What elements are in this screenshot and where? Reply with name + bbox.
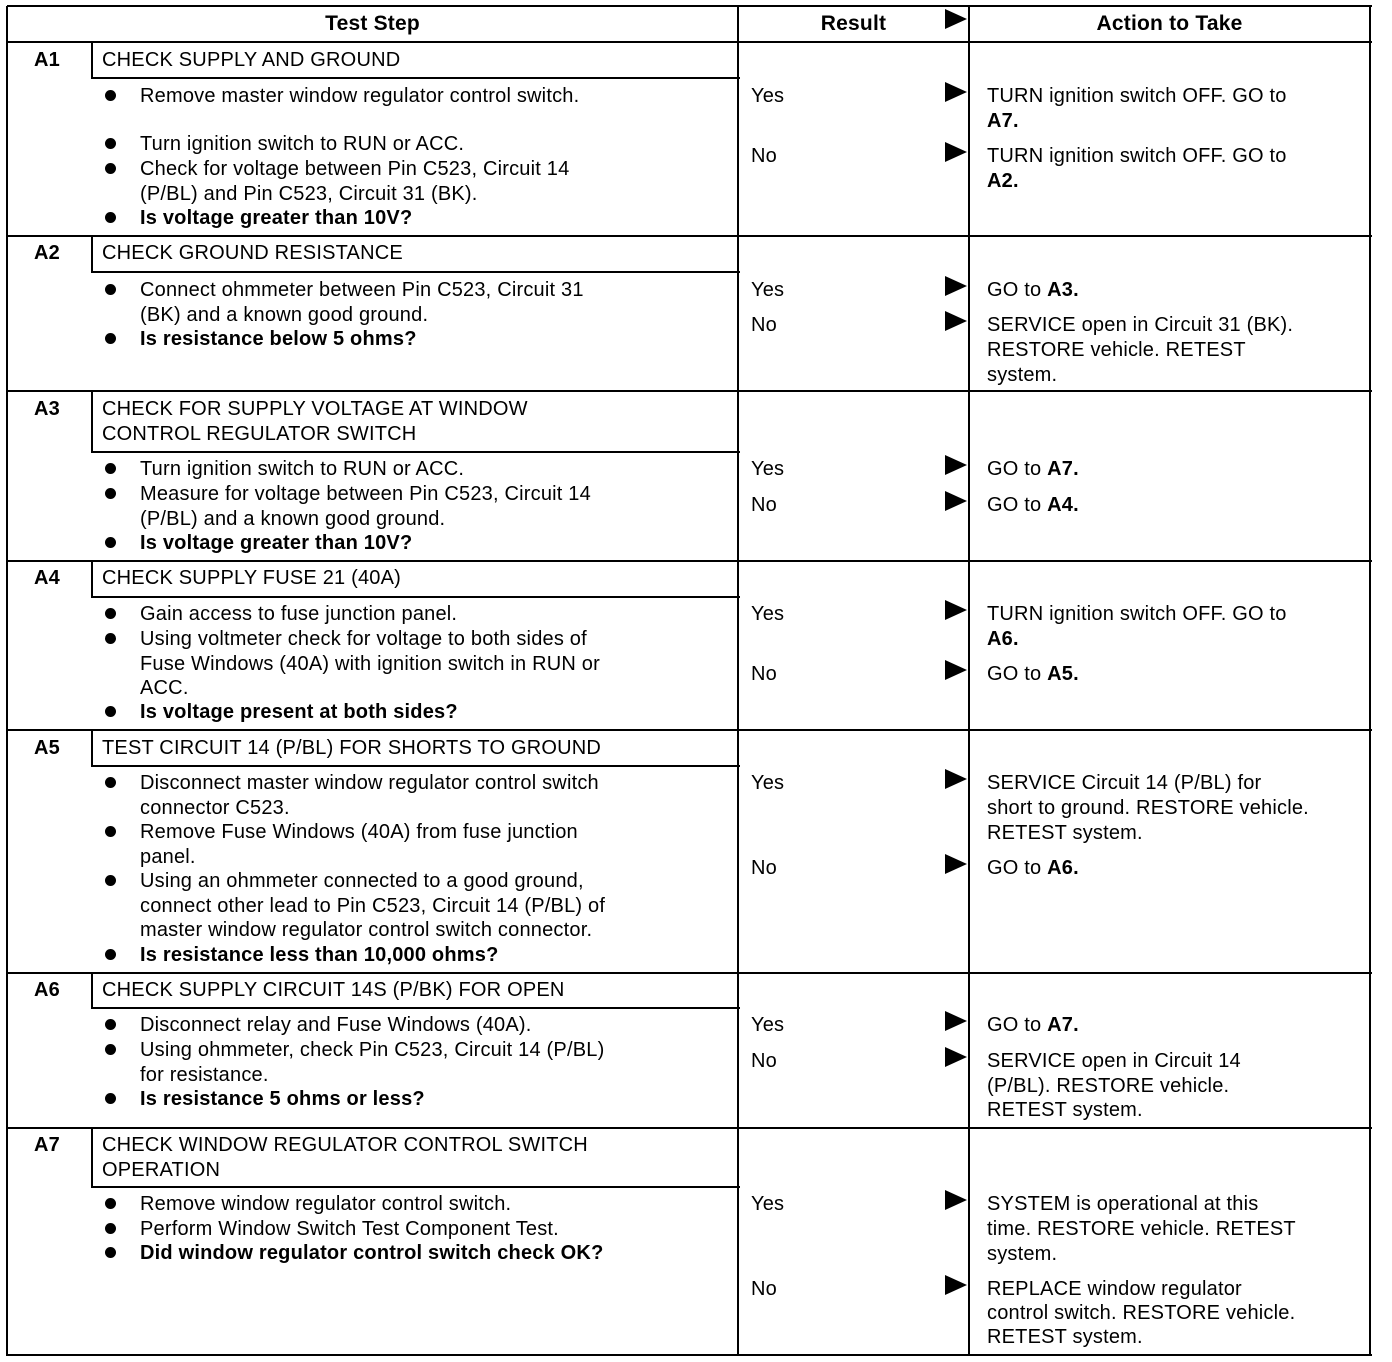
bullet-icon: [105, 1019, 116, 1030]
step-id: A2: [34, 242, 60, 264]
action-text: control switch. RESTORE vehicle.: [987, 1302, 1296, 1324]
step-instruction: Check for voltage between Pin C523, Circuit 14: [140, 158, 570, 180]
result-arrow-icon: [945, 660, 967, 680]
step-title: CHECK SUPPLY AND GROUND: [102, 49, 401, 71]
bullet-icon: [105, 463, 116, 474]
step-title-divider: [92, 765, 740, 767]
bullet-icon: [105, 1223, 116, 1234]
action-text: A7.: [987, 110, 1019, 132]
bullet-icon: [105, 875, 116, 886]
step-instruction: Gain access to fuse junction panel.: [140, 603, 458, 625]
bullet-icon: [105, 633, 116, 644]
action-text: system.: [987, 364, 1058, 386]
result-arrow-icon: [945, 769, 967, 789]
bullet-icon: [105, 1198, 116, 1209]
result-arrow-icon: [945, 1190, 967, 1210]
action-text: short to ground. RESTORE vehicle.: [987, 797, 1309, 819]
step-instruction: Using voltmeter check for voltage to both sides of: [140, 628, 587, 650]
result-label: Yes: [751, 1014, 785, 1036]
result-arrow-icon: [945, 854, 967, 874]
action-text: GO to A3.: [987, 279, 1079, 301]
action-text: (P/BL). RESTORE vehicle.: [987, 1075, 1230, 1097]
step-id-divider: [91, 973, 93, 1009]
step-id: A1: [34, 49, 60, 71]
result-arrow-icon: [945, 311, 967, 331]
header-test-step: Test Step: [325, 12, 420, 35]
step-title: CONTROL REGULATOR SWITCH: [102, 423, 417, 445]
action-text: GO to A7.: [987, 1014, 1079, 1036]
step-instruction: Fuse Windows (40A) with ignition switch in RUN or: [140, 652, 600, 675]
action-text: REPLACE window regulator: [987, 1278, 1242, 1300]
row-divider: [7, 972, 1372, 974]
result-arrow-icon: [945, 600, 967, 620]
bullet-icon: [105, 163, 116, 174]
step-title-divider: [92, 271, 740, 273]
action-text: RESTORE vehicle. RETEST: [987, 339, 1246, 361]
step-instruction: Is resistance less than 10,000 ohms?: [140, 944, 499, 966]
step-title-divider: [92, 77, 740, 79]
row-divider: [7, 729, 1372, 731]
step-id: A7: [34, 1134, 60, 1156]
result-label: Yes: [751, 603, 785, 625]
bullet-icon: [105, 826, 116, 837]
action-text: SERVICE Circuit 14 (P/BL) for: [987, 772, 1262, 794]
bullet-icon: [105, 1044, 116, 1055]
header-action: Action to Take: [1096, 12, 1243, 35]
result-label: Yes: [751, 458, 785, 480]
step-title: CHECK FOR SUPPLY VOLTAGE AT WINDOW: [102, 398, 528, 420]
action-text: A6.: [987, 628, 1019, 650]
step-instruction: Disconnect relay and Fuse Windows (40A).: [140, 1014, 532, 1036]
step-instruction: Using ohmmeter, check Pin C523, Circuit 14 (P/BL): [140, 1039, 605, 1061]
result-label: No: [751, 1278, 777, 1300]
step-instruction: for resistance.: [140, 1063, 269, 1086]
result-label: Yes: [751, 1193, 785, 1215]
bullet-icon: [105, 706, 116, 717]
table-bottom-border: [7, 1354, 1372, 1356]
step-id-divider: [91, 236, 93, 273]
step-instruction: Measure for voltage between Pin C523, Circuit 14: [140, 483, 591, 505]
step-id: A3: [34, 398, 60, 420]
bullet-icon: [105, 333, 116, 344]
step-id-divider: [91, 391, 93, 453]
step-instruction: master window regulator control switch connector.: [140, 919, 593, 941]
row-divider: [7, 390, 1372, 392]
result-arrow-icon: [945, 82, 967, 102]
table-right-border: [1369, 6, 1371, 1356]
step-title: CHECK GROUND RESISTANCE: [102, 242, 403, 264]
bullet-icon: [105, 212, 116, 223]
result-label: No: [751, 494, 777, 516]
bullet-icon: [105, 777, 116, 788]
result-arrow-icon: [945, 142, 967, 162]
action-text: system.: [987, 1243, 1058, 1265]
action-text: TURN ignition switch OFF. GO to: [987, 85, 1287, 107]
action-text: SERVICE open in Circuit 31 (BK).: [987, 314, 1294, 336]
bullet-icon: [105, 138, 116, 149]
step-instruction: Perform Window Switch Test Component Test.: [140, 1218, 559, 1240]
step-instruction: panel.: [140, 845, 196, 868]
step-instruction: Did window regulator control switch check OK?: [140, 1242, 604, 1264]
step-instruction: Is resistance 5 ohms or less?: [140, 1088, 425, 1110]
action-text: TURN ignition switch OFF. GO to: [987, 603, 1287, 625]
bullet-icon: [105, 1247, 116, 1258]
bullet-icon: [105, 949, 116, 960]
step-id-divider: [91, 561, 93, 598]
action-text: A2.: [987, 170, 1019, 192]
step-instruction: Is voltage greater than 10V?: [140, 532, 413, 554]
result-arrow-icon: [945, 1047, 967, 1067]
bullet-icon: [105, 1093, 116, 1104]
header-result: Result: [820, 12, 887, 35]
action-text: RETEST system.: [987, 822, 1143, 844]
step-id: A5: [34, 737, 60, 759]
table-left-border: [6, 6, 8, 1356]
step-title-divider: [92, 1186, 740, 1188]
step-title: CHECK SUPPLY FUSE 21 (40A): [102, 567, 402, 589]
step-id: A4: [34, 567, 60, 589]
step-title-divider: [92, 596, 740, 598]
step-instruction: Remove window regulator control switch.: [140, 1193, 512, 1215]
action-text: RETEST system.: [987, 1326, 1143, 1348]
action-text: GO to A7.: [987, 458, 1079, 480]
step-title-divider: [92, 1007, 740, 1009]
step-instruction: connect other lead to Pin C523, Circuit 14 (P/BL) of: [140, 894, 606, 917]
result-label: No: [751, 314, 777, 336]
result-label: Yes: [751, 772, 785, 794]
step-instruction: (BK) and a known good ground.: [140, 303, 429, 326]
step-instruction: Remove Fuse Windows (40A) from fuse junction: [140, 821, 578, 843]
step-instruction: Is voltage greater than 10V?: [140, 207, 413, 229]
header-arrow-icon: [945, 9, 967, 29]
result-arrow-icon: [945, 491, 967, 511]
action-text: time. RESTORE vehicle. RETEST: [987, 1218, 1296, 1240]
step-instruction: Is voltage present at both sides?: [140, 701, 458, 723]
table-top-border: [7, 5, 1372, 7]
action-text: RETEST system.: [987, 1099, 1143, 1121]
step-id-divider: [91, 42, 93, 79]
step-title: OPERATION: [102, 1159, 221, 1181]
result-label: No: [751, 857, 777, 879]
result-arrow-icon: [945, 455, 967, 475]
step-instruction: Using an ohmmeter connected to a good ground,: [140, 870, 584, 892]
bullet-icon: [105, 608, 116, 619]
step-id-divider: [91, 730, 93, 767]
action-column-divider: [968, 6, 970, 1356]
row-divider: [7, 1127, 1372, 1129]
header-divider: [7, 41, 1372, 43]
bullet-icon: [105, 90, 116, 101]
step-instruction: Remove master window regulator control switch.: [140, 85, 580, 107]
step-instruction: (P/BL) and a known good ground.: [140, 507, 446, 530]
result-label: No: [751, 145, 777, 167]
action-text: GO to A4.: [987, 494, 1079, 516]
step-instruction: Turn ignition switch to RUN or ACC.: [140, 133, 465, 155]
result-arrow-icon: [945, 1011, 967, 1031]
step-title: CHECK WINDOW REGULATOR CONTROL SWITCH: [102, 1134, 588, 1156]
row-divider: [7, 560, 1372, 562]
result-arrow-icon: [945, 1275, 967, 1295]
step-title: CHECK SUPPLY CIRCUIT 14S (P/BK) FOR OPEN: [102, 979, 565, 1001]
action-text: SERVICE open in Circuit 14: [987, 1050, 1241, 1072]
bullet-icon: [105, 284, 116, 295]
step-instruction: (P/BL) and Pin C523, Circuit 31 (BK).: [140, 182, 478, 205]
step-instruction: Disconnect master window regulator control switch: [140, 772, 599, 794]
step-instruction: Is resistance below 5 ohms?: [140, 328, 417, 350]
result-arrow-icon: [945, 276, 967, 296]
step-instruction: ACC.: [140, 677, 189, 699]
result-label: No: [751, 663, 777, 685]
row-divider: [7, 235, 1372, 237]
result-label: Yes: [751, 85, 785, 107]
step-title: TEST CIRCUIT 14 (P/BL) FOR SHORTS TO GROUND: [102, 737, 602, 759]
step-instruction: Connect ohmmeter between Pin C523, Circuit 31: [140, 279, 584, 301]
action-text: GO to A6.: [987, 857, 1079, 879]
result-column-divider: [737, 6, 739, 1356]
step-instruction: connector C523.: [140, 796, 290, 819]
step-title-divider: [92, 451, 740, 453]
result-label: Yes: [751, 279, 785, 301]
action-text: SYSTEM is operational at this: [987, 1193, 1259, 1215]
action-text: TURN ignition switch OFF. GO to: [987, 145, 1287, 167]
action-text: GO to A5.: [987, 663, 1079, 685]
result-label: No: [751, 1050, 777, 1072]
step-instruction: Turn ignition switch to RUN or ACC.: [140, 458, 465, 480]
bullet-icon: [105, 537, 116, 548]
bullet-icon: [105, 488, 116, 499]
step-id-divider: [91, 1128, 93, 1188]
step-id: A6: [34, 979, 60, 1001]
